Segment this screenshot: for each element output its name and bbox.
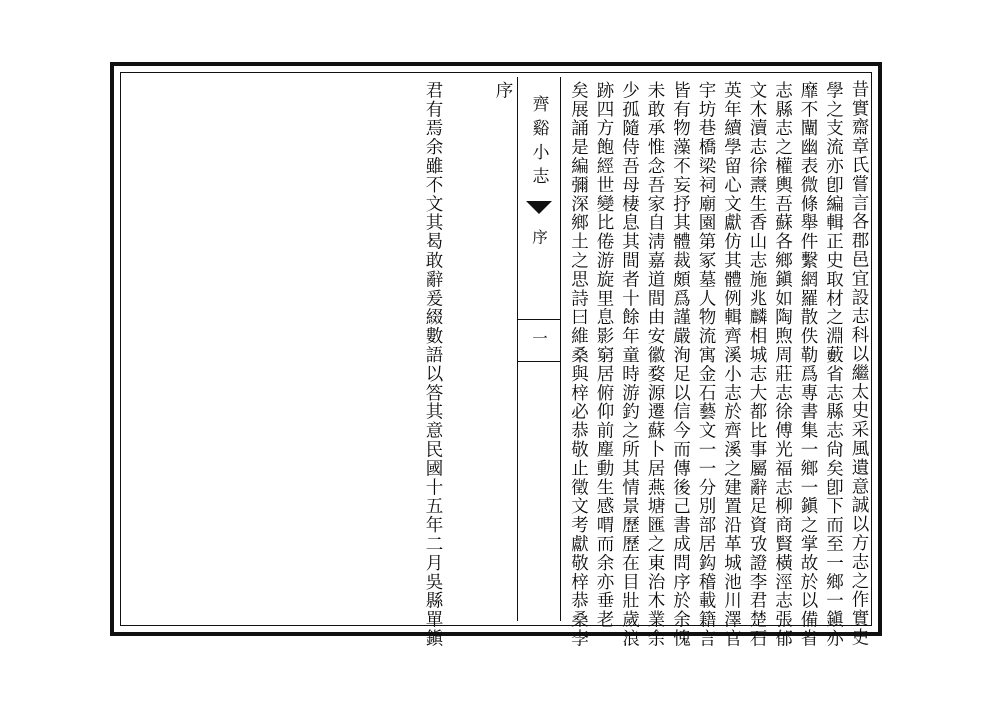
- page-border-outer: [110, 62, 882, 648]
- section-label: 序: [530, 229, 548, 247]
- text-column: 文木瀆志徐燾生香山志施兆麟相城志大都比事屬辭足資攷證李君楚石: [747, 81, 767, 648]
- text-column: 志縣志之權輿吾蘇各鄉鎭如陶煦周莊志徐傅光福志柳商賢橫涇志張郁: [772, 81, 793, 648]
- center-banner-block: [441, 77, 561, 621]
- page-number: 一: [530, 329, 548, 345]
- banner-column: [517, 77, 561, 621]
- page-text-area: [125, 77, 869, 648]
- text-column: 矣展誦是編彌深鄉土之思詩曰維桑與梓必恭敬止徵文考獻敬梓恭桑李: [568, 81, 589, 648]
- text-column: 宇坊巷橋梁祠廟園第冢墓人物流寓金石藝文一一分別部居鈎稽載籍言: [696, 81, 716, 648]
- banner-divider-bottom: [518, 361, 560, 362]
- text-column: 靡不闡幽表微條舉件繫網羅散佚勒爲專書集一鄉一鎭之掌故於以備省: [798, 81, 818, 648]
- text-column: 皆有物藻不妄抒其體裁頗爲謹嚴洵足以信今而傳後己書成問序於余愧: [670, 81, 691, 648]
- text-column: 少孤隨侍吾母棲息其間者十餘年童時游釣之所其情景歷歷在目壯歲浪: [619, 81, 640, 648]
- banner-divider-top: [518, 319, 560, 320]
- preface-heading: 序: [493, 81, 513, 100]
- text-column: 學之支流亦卽編輯正史取材之淵藪省志縣志尙矣卽下而至一鄉一鎭亦: [823, 81, 844, 648]
- text-column: 未敢承惟念吾家自淸嘉道間由安徽婺源遷蘇卜居燕塘匯之東治木業余: [645, 81, 665, 648]
- text-column: 英年續學留心文獻仿其體例輯齊溪小志於齊溪之建置沿革城池川澤官: [721, 81, 742, 648]
- book-title: 齊谿小志: [528, 95, 549, 191]
- text-column: 昔實齋章氏嘗言各郡邑宜設志科以繼太史采風遺意誠以方志之作實史: [849, 80, 869, 647]
- fishtail-icon: [526, 201, 552, 223]
- text-column-signature: 君有焉余雖不文其曷敢辭爰綴數語以答其意民國十五年二月吳縣單鎭: [423, 81, 443, 648]
- text-column: 跡四方飽經世變比倦游旋里息影窮居俯仰前塵動生感喟而余亦垂老: [594, 81, 614, 630]
